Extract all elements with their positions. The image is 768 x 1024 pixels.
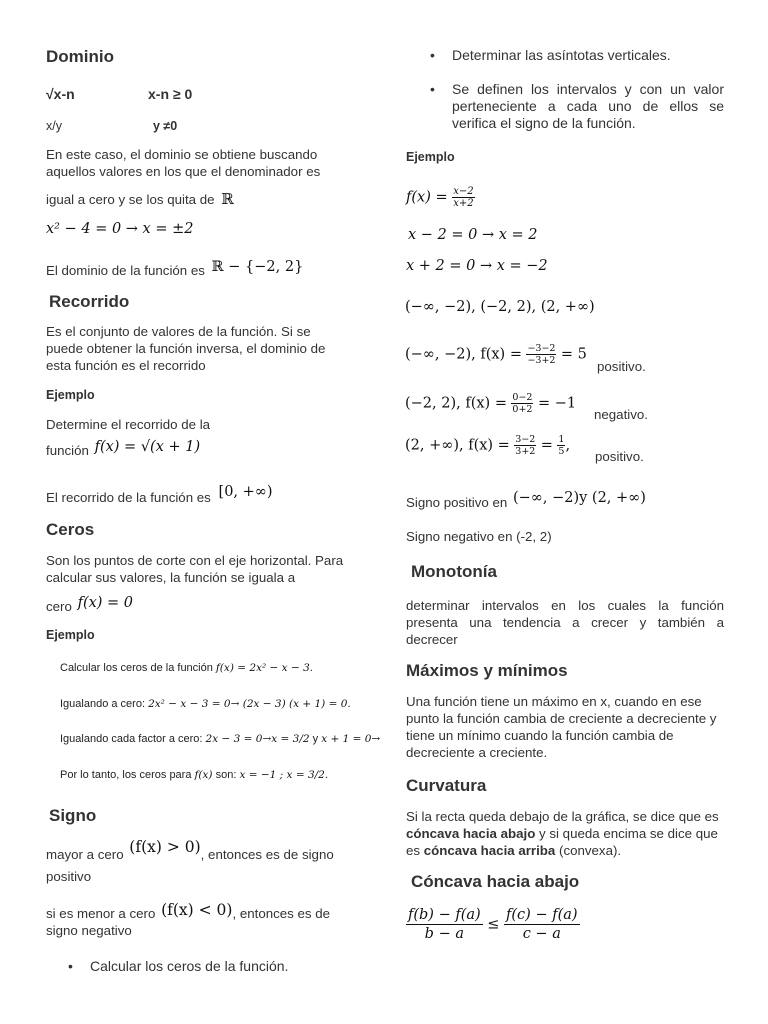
concava-fraction-1-denominator: b − a bbox=[424, 926, 464, 942]
signo-bullet-1: • Calcular los ceros de la función. bbox=[90, 958, 288, 975]
interval-2-result: = −1 bbox=[537, 395, 577, 412]
dominio-result-math: ℝ − {−2, 2} bbox=[211, 259, 304, 275]
curvatura-bold-1: cóncava hacia abajo bbox=[406, 826, 536, 841]
ceros-example-line2-math: 2x² − x − 3 = 0→ (2x − 3) (x + 1) = 0. bbox=[148, 698, 351, 710]
signo-bullet-3: • Se definen los intervalos y con un valor perteneciente a cada uno de ellos se verifica el signo de la función. bbox=[452, 81, 724, 132]
ceros-example-line3-text: Igualando cada factor a cero: bbox=[60, 733, 203, 745]
interval-2-denominator: 0+2 bbox=[512, 404, 533, 415]
signo-positivo-line bbox=[406, 490, 646, 512]
signo-negative-line2: signo negativo bbox=[46, 923, 132, 938]
interval-3-denominator: 3+2 bbox=[515, 446, 536, 457]
dominio-paragraph-line3 bbox=[46, 191, 234, 208]
recorrido-line1: Determine el recorrido de la bbox=[46, 417, 211, 432]
interval-1-numerator: −3−2 bbox=[527, 343, 556, 354]
signo-example-fraction bbox=[452, 186, 474, 209]
ceros-heading: Ceros bbox=[46, 520, 95, 539]
signo-example-eq1: x − 2 = 0 → x = 2 bbox=[408, 227, 538, 243]
dominio-paragraph-text: igual a cero y se los quita de bbox=[46, 192, 215, 207]
recorrido-line2 bbox=[46, 439, 201, 460]
curvatura-text-1: Si la recta queda debajo de la gráfica, se dice que es bbox=[406, 809, 719, 824]
ceros-example-line1 bbox=[60, 662, 313, 674]
interval-2-row bbox=[405, 392, 576, 415]
reals-symbol: ℝ bbox=[221, 190, 234, 208]
monotonia-heading: Monotonía bbox=[411, 562, 497, 581]
ceros-example-line2-text: Igualando a cero: bbox=[60, 698, 146, 710]
ceros-example-line3 bbox=[60, 733, 380, 745]
concava-fraction-2-denominator: c − a bbox=[522, 926, 561, 942]
interval-3-result-denominator: 5 bbox=[558, 446, 565, 457]
ceros-ejemplo: Ejemplo bbox=[46, 628, 95, 642]
curvatura-paragraph bbox=[406, 808, 724, 859]
signo-heading: Signo bbox=[49, 806, 97, 825]
ceros-example-line4 bbox=[60, 769, 328, 781]
dominio-heading: Dominio bbox=[46, 47, 114, 66]
interval-3-result-numerator: 1 bbox=[558, 434, 565, 445]
concava-fraction-1-numerator: f(b) − f(a) bbox=[408, 907, 481, 923]
dominio-equation: x² − 4 = 0 → x = ±2 bbox=[46, 221, 194, 237]
signo-positive-line2: positivo bbox=[46, 869, 92, 884]
monotonia-paragraph: determinar intervalos en los cuales la función presenta una tendencia a crecer y también a decrecer bbox=[406, 598, 724, 647]
ceros-example-line1-text: Calcular los ceros de la función bbox=[60, 662, 213, 674]
fraction-rule-left: x/y bbox=[46, 119, 62, 133]
maxmin-heading: Máximos y mínimos bbox=[406, 661, 568, 680]
signo-positivo-text: Signo positivo en bbox=[406, 495, 508, 510]
signo-positivo-math: (−∞, −2)y (2, +∞) bbox=[512, 490, 646, 506]
interval-1-denominator: −3+2 bbox=[527, 355, 556, 366]
interval-1-label: positivo. bbox=[597, 359, 646, 374]
signo-positive-line1 bbox=[46, 838, 334, 863]
signo-example-numerator: x−2 bbox=[453, 186, 474, 197]
ceros-example-line4-fx: f(x) bbox=[194, 769, 213, 781]
signo-example-intervals: (−∞, −2), (−2, 2), (2, +∞) bbox=[405, 299, 595, 315]
interval-3-equals: = bbox=[540, 437, 553, 454]
ceros-example-line3-mid: y bbox=[312, 733, 319, 745]
curvatura-bold-2: cóncava hacia arriba bbox=[423, 843, 556, 858]
signo-negative-line1 bbox=[46, 901, 331, 922]
signo-negative-post: , entonces es de bbox=[232, 906, 331, 921]
ceros-example-line4-text: Por lo tanto, los ceros para bbox=[60, 769, 192, 781]
dominio-paragraph-line1: En este caso, el dominio se obtiene buscando bbox=[46, 147, 318, 162]
interval-2-label: negativo. bbox=[594, 407, 648, 422]
ceros-line-text: cero bbox=[46, 599, 72, 614]
interval-2-fraction bbox=[511, 392, 533, 415]
dominio-result-text: El dominio de la función es bbox=[46, 263, 205, 278]
interval-2-math: (−2, 2), f(x) = bbox=[405, 395, 507, 412]
ceros-equation: f(x) = 0 bbox=[77, 595, 134, 611]
concava-leq: ≤ bbox=[487, 916, 500, 933]
recorrido-result-text: El recorrido de la función es bbox=[46, 490, 211, 505]
ceros-example-line2 bbox=[60, 698, 351, 710]
ceros-example-line1-math: f(x) = 2x² − x − 3. bbox=[215, 662, 314, 674]
concava-inequality bbox=[406, 906, 580, 943]
ceros-example-line4-math: x = −1 ; x = 3/2. bbox=[239, 769, 329, 781]
interval-3-comma: , bbox=[565, 437, 571, 454]
sqrt-rule-left: √x-n bbox=[46, 86, 75, 102]
signo-example-eq2: x + 2 = 0 → x = −2 bbox=[406, 258, 548, 274]
recorrido-function: f(x) = √(x + 1) bbox=[94, 439, 201, 455]
ceros-example-line3-math-b: x + 1 = 0→ bbox=[321, 733, 381, 745]
sqrt-rule-right: x-n ≥ 0 bbox=[148, 86, 193, 102]
ceros-example-line4-son: son: bbox=[215, 769, 237, 781]
recorrido-result-math: [0, +∞) bbox=[218, 484, 273, 500]
curvatura-text-2: y si queda encima se dice que es bbox=[406, 826, 718, 858]
interval-3-label: positivo. bbox=[595, 449, 644, 464]
signo-negative-math: (f(x) < 0) bbox=[161, 901, 233, 919]
recorrido-result bbox=[46, 484, 273, 507]
signo-positive-pre: mayor a cero bbox=[46, 847, 124, 862]
concava-heading: Cóncava hacia abajo bbox=[411, 872, 580, 891]
dominio-paragraph-line2: aquellos valores en los que el denominador es bbox=[46, 164, 321, 179]
recorrido-paragraph: Es el conjunto de valores de la función. Si se puede obtener la función inversa, el dominio de esta función es el recorrido bbox=[46, 324, 326, 373]
signo-positive-math: (f(x) > 0) bbox=[129, 838, 201, 856]
signo-positive-post: , entonces es de signo bbox=[200, 847, 334, 862]
ceros-line bbox=[46, 595, 134, 616]
signo-negativo-line: Signo negativo en (-2, 2) bbox=[406, 529, 552, 544]
fraction-rule-right: y ≠0 bbox=[153, 119, 178, 133]
curvatura-heading: Curvatura bbox=[406, 776, 487, 795]
curvatura-text-3: (convexa). bbox=[555, 843, 622, 858]
interval-3-row bbox=[405, 434, 570, 457]
interval-3-math: (2, +∞), f(x) = bbox=[405, 437, 510, 454]
recorrido-ejemplo: Ejemplo bbox=[46, 388, 95, 402]
interval-2-numerator: 0−2 bbox=[512, 392, 533, 403]
signo-bullet-2: • Determinar las asíntotas verticales. bbox=[452, 47, 671, 64]
interval-3-numerator: 3−2 bbox=[515, 434, 536, 445]
concava-fraction-2 bbox=[504, 906, 580, 943]
interval-1-math: (−∞, −2), f(x) = bbox=[405, 346, 522, 363]
maxmin-paragraph: Una función tiene un máximo en x, cuando en ese punto la función cambia de creciente a decreciente y tiene un mínimo cuando la función cambia de decreciente a creciente. bbox=[406, 694, 717, 760]
interval-1-result: = 5 bbox=[560, 346, 587, 363]
recorrido-heading: Recorrido bbox=[49, 292, 130, 311]
interval-1-fraction bbox=[526, 343, 556, 366]
signo-example-function-lhs: f(x) = bbox=[406, 189, 448, 206]
concava-fraction-2-numerator: f(c) − f(a) bbox=[506, 907, 578, 923]
recorrido-line2-text: función bbox=[46, 443, 89, 458]
interval-3-fraction bbox=[514, 434, 536, 457]
dominio-result bbox=[46, 259, 304, 280]
signo-example-function bbox=[406, 186, 475, 209]
concava-fraction-1 bbox=[406, 906, 483, 943]
signo-ejemplo: Ejemplo bbox=[406, 150, 455, 164]
ceros-example-line3-math-a: 2x − 3 = 0→x = 3/2 bbox=[205, 733, 310, 745]
signo-example-denominator: x+2 bbox=[453, 198, 474, 209]
ceros-paragraph: Son los puntos de corte con el eje horizontal. Para calcular sus valores, la función se iguala a bbox=[46, 553, 344, 585]
signo-negative-pre: si es menor a cero bbox=[46, 906, 156, 921]
interval-1-row bbox=[405, 343, 587, 366]
